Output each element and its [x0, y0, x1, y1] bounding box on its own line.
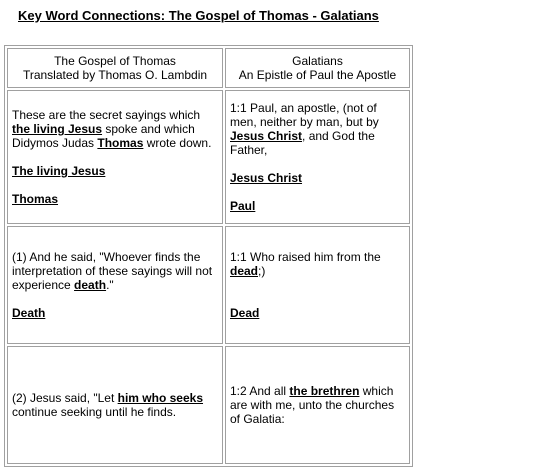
galatians-header-cell	[225, 48, 410, 88]
table-row	[7, 226, 410, 344]
keyword-highlight: Jesus Christ	[230, 129, 303, 143]
thomas-header-title: The Gospel of Thomas	[54, 54, 176, 68]
page-title: Key Word Connections: The Gospel of Thomas - Galatians	[18, 8, 379, 23]
passage-text: 1:2 And all the brethren which are with me, unto the churches of Galatia:	[230, 384, 395, 426]
passage-text: These are the secret sayings which the living Jesus spoke and which Didymos Judas Thomas wrote down.	[12, 108, 212, 150]
passage-text: 1:1 Who raised him from the dead;)	[230, 250, 381, 278]
passage-text: (2) Jesus said, "Let him who seeks continue seeking until he finds.	[12, 391, 204, 419]
keyword-highlight: the brethren	[289, 384, 360, 398]
galatians-header-subtitle: An Epistle of Paul the Apostle	[238, 68, 397, 82]
keyword-label: Death	[12, 306, 46, 320]
keyword-highlight: death	[74, 278, 107, 292]
keyword-label: Thomas	[12, 192, 59, 206]
keyword-highlight: dead	[230, 264, 259, 278]
thomas-cell	[7, 226, 223, 344]
thomas-header-cell	[7, 48, 223, 88]
keyword-label: Dead	[230, 306, 260, 320]
passage-text: 1:1 Paul, an apostle, (not of men, neither by man, but by Jesus Christ, and God the Father,	[230, 101, 379, 157]
keyword-highlight: him who seeks	[117, 391, 204, 405]
thomas-header-translator: Translated by Thomas O. Lambdin	[22, 68, 208, 82]
keyword-label: Paul	[230, 199, 256, 213]
galatians-header-title: Galatians	[292, 54, 343, 68]
keyword-label: The living Jesus	[12, 164, 106, 178]
table-row	[7, 346, 410, 464]
comparison-table	[4, 45, 413, 467]
galatians-cell	[225, 346, 410, 464]
keyword-highlight: Thomas	[97, 136, 144, 150]
thomas-cell	[7, 90, 223, 224]
table-header-row	[7, 48, 410, 88]
galatians-cell	[225, 90, 410, 224]
keyword-highlight: the living Jesus	[12, 122, 103, 136]
keyword-label: Jesus Christ	[230, 171, 303, 185]
thomas-cell	[7, 346, 223, 464]
galatians-cell	[225, 226, 410, 344]
passage-text: (1) And he said, "Whoever finds the interpretation of these sayings will not experience death."	[12, 250, 213, 292]
table-row	[7, 90, 410, 224]
